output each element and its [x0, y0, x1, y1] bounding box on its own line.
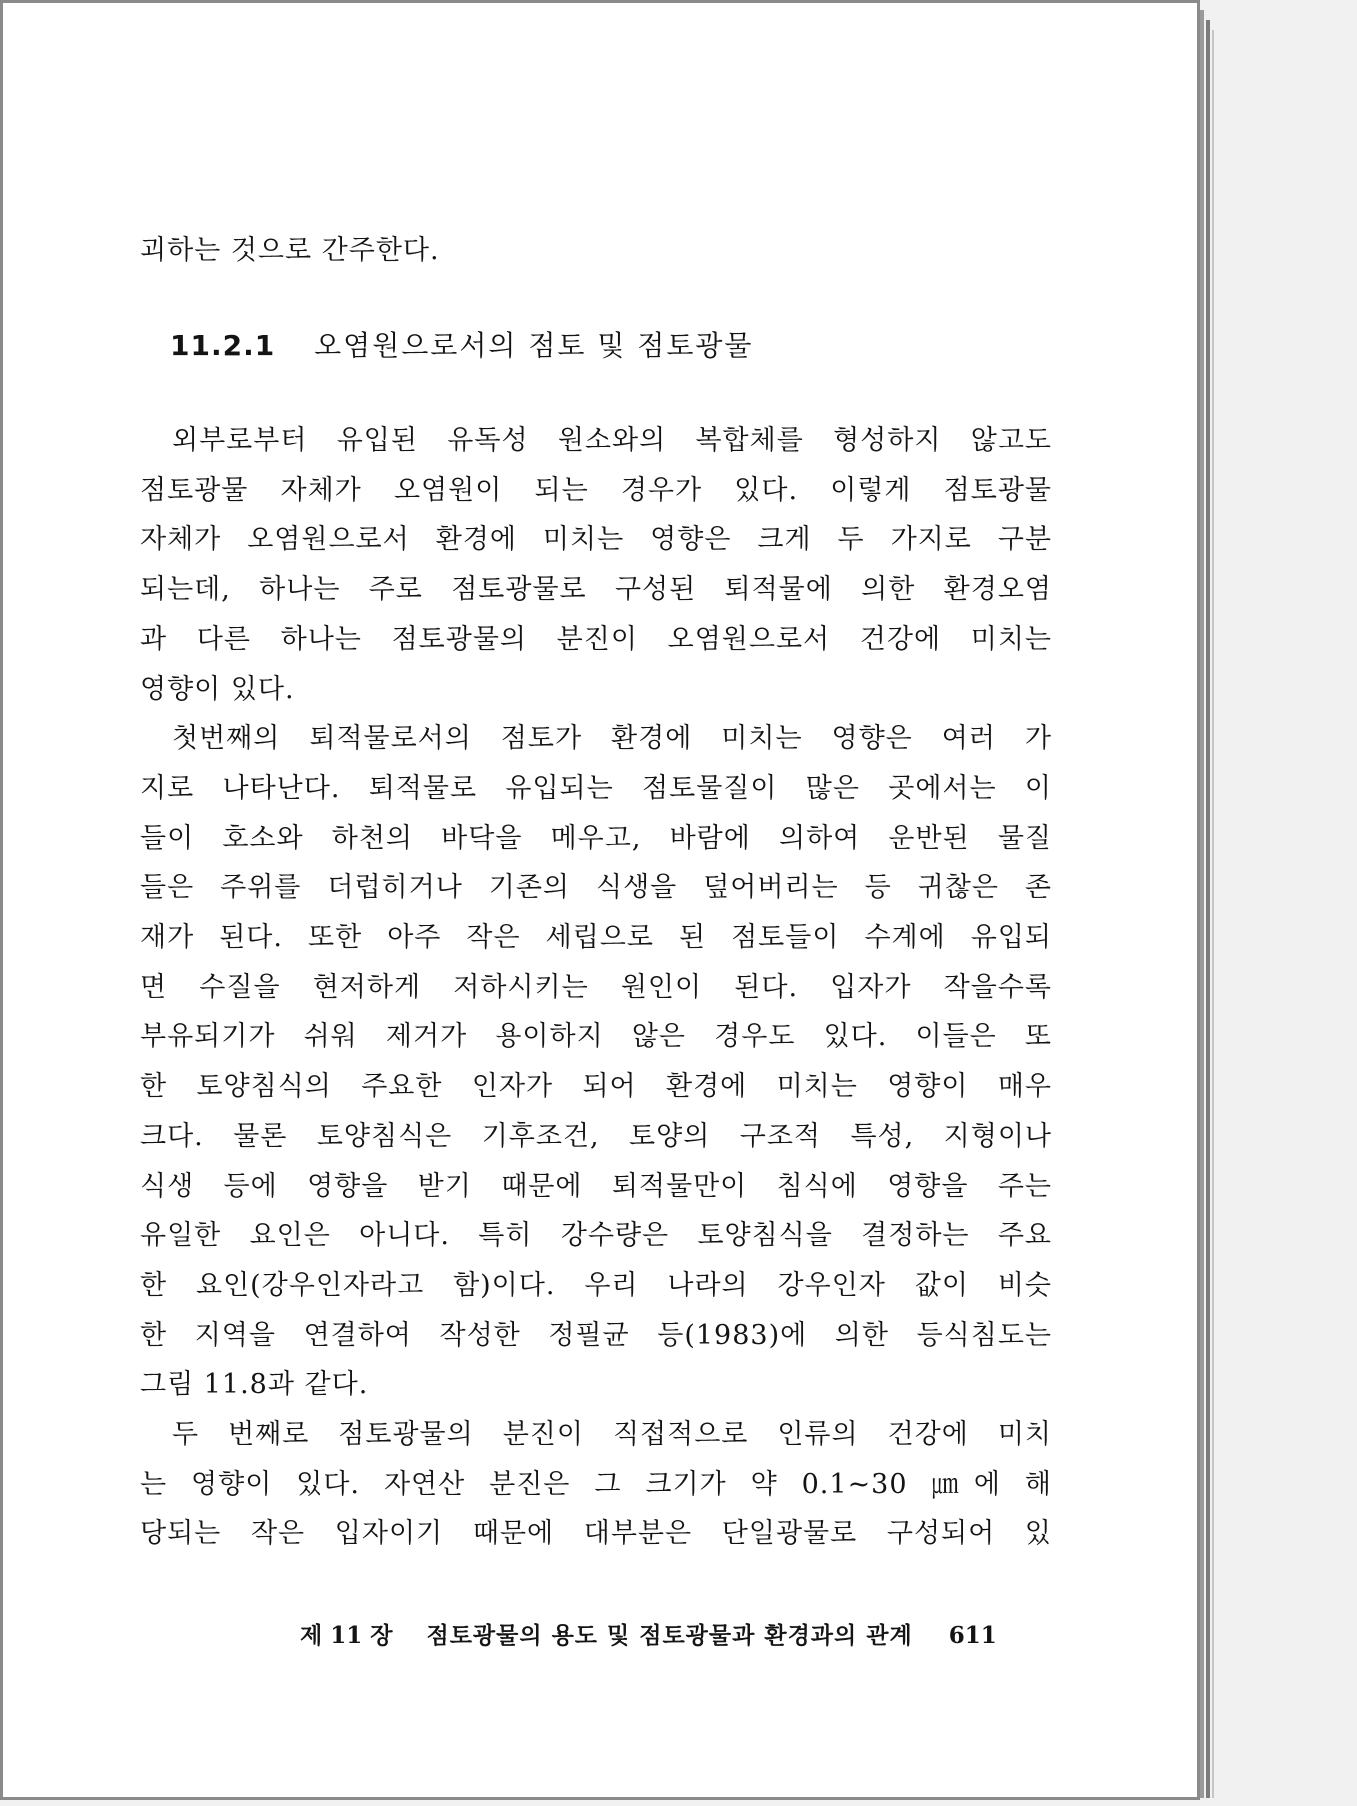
section-title: 오염원으로서의 점토 및 점토광물 — [314, 329, 754, 362]
text-line: 자체가 오염원으로서 환경에 미치는 영향은 크게 두 가지로 구분 — [140, 524, 1052, 556]
text-line: 두 번째로 점토광물의 분진이 직접적으로 인류의 건강에 미치 — [172, 1419, 1052, 1451]
text-line: 외부로부터 유입된 유독성 원소와의 복합체를 형성하지 않고도 — [172, 425, 1052, 456]
text-line: 과 다른 하나는 점토광물의 분진이 오염원으로서 건강에 미치는 — [140, 623, 1052, 655]
text-line: 크다. 물론 토양침식은 기후조건, 토양의 구조적 특성, 지형이나 — [140, 1120, 1052, 1152]
page-number: 611 — [948, 1622, 997, 1649]
text-line: 첫번째의 퇴적물로서의 점토가 환경에 미치는 영향은 여러 가 — [172, 723, 1052, 755]
continued-text-line: 괴하는 것으로 간주한다. — [140, 235, 440, 266]
paragraph — [140, 1410, 1052, 1559]
page-stack-edge — [1206, 20, 1210, 1798]
text-line: 유일한 요인은 아니다. 특히 강수량은 토양침식을 결정하는 주요 — [140, 1220, 1052, 1252]
paragraph — [140, 416, 1052, 714]
text-line: 부유되기가 쉬워 제거가 용이하지 않은 경우도 있다. 이들은 또 — [140, 1021, 1052, 1053]
text-line: 되는데, 하나는 주로 점토광물로 구성된 퇴적물에 의한 환경오염 — [140, 574, 1052, 606]
text-line: 재가 된다. 또한 아주 작은 세립으로 된 점토들이 수계에 유입되 — [140, 922, 1052, 954]
page-stack-edge — [1200, 10, 1204, 1798]
text-line: 영향이 있다. — [140, 673, 295, 705]
text-line: 한 지역을 연결하여 작성한 정필균 등(1983)에 의한 등식침도는 — [140, 1319, 1052, 1351]
text-line: 한 토양침식의 주요한 인자가 되어 환경에 미치는 영향이 매우 — [140, 1071, 1052, 1103]
section-number: 11.2.1 — [170, 329, 276, 362]
paragraph — [140, 714, 1052, 1410]
text-line: 들이 호소와 하천의 바닥을 메우고, 바람에 의하여 운반된 물질 — [140, 822, 1052, 854]
body-text — [140, 416, 1052, 1559]
text-line: 점토광물 자체가 오염원이 되는 경우가 있다. 이렇게 점토광물 — [140, 474, 1052, 506]
text-line: 면 수질을 현저하게 저하시키는 원인이 된다. 입자가 작을수록 — [140, 971, 1052, 1003]
text-line: 는 영향이 있다. 자연산 분진은 그 크기가 약 0.1~30 ㎛에 해 — [140, 1468, 1052, 1500]
text-line: 지로 나타난다. 퇴적물로 유입되는 점토물질이 많은 곳에서는 이 — [140, 772, 1052, 804]
section-heading — [170, 324, 753, 364]
text-line: 당되는 작은 입자이기 때문에 대부분은 단일광물로 구성되어 있 — [140, 1518, 1052, 1550]
page-stack-edge — [1212, 30, 1214, 1798]
footer-chapter: 제 11 장 — [300, 1622, 393, 1649]
footer-chapter-title: 점토광물의 용도 및 점토광물과 환경과의 관계 — [426, 1622, 913, 1649]
text-line: 그림 11.8과 같다. — [140, 1369, 369, 1401]
page-footer — [300, 1617, 1040, 1650]
text-line: 한 요인(강우인자라고 함)이다. 우리 나라의 강우인자 값이 비슷 — [140, 1269, 1052, 1301]
text-line: 식생 등에 영향을 받기 때문에 퇴적물만이 침식에 영향을 주는 — [140, 1170, 1052, 1202]
text-line: 들은 주위를 더럽히거나 기존의 식생을 덮어버리는 등 귀찮은 존 — [140, 872, 1052, 904]
